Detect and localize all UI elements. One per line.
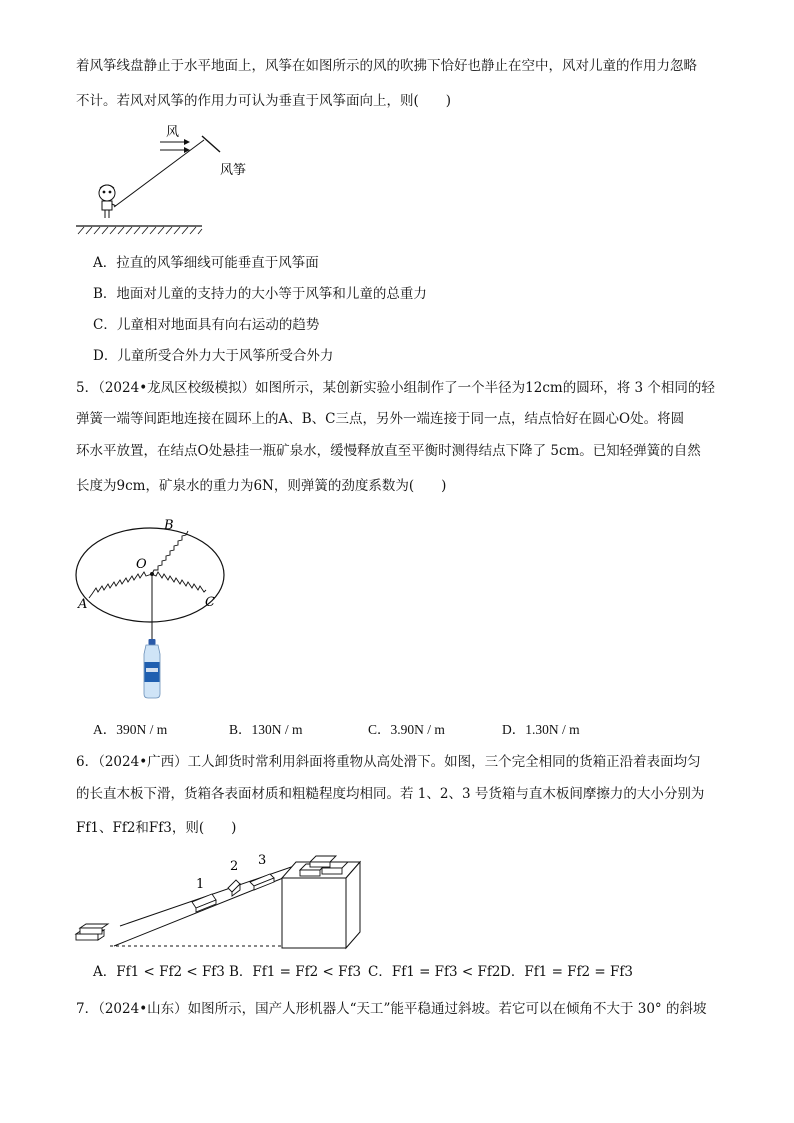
q6-option-a: A．Ff1 < Ff2 < Ff3 bbox=[93, 964, 225, 980]
ground-boxes bbox=[76, 924, 108, 940]
q5-option-b: B．130N / m bbox=[229, 722, 303, 737]
q5-text-line-1: 5．（2024•龙凤区校级模拟）如图所示，某创新实验小组制作了一个半径为12cm的圆环，将 3 个相同的轻 bbox=[76, 380, 715, 396]
ground bbox=[74, 224, 204, 238]
label-a: A bbox=[78, 597, 88, 612]
q4-option-a: A．拉直的风筝细线可能垂直于风筝面 bbox=[93, 255, 319, 271]
q6-option-d: D．Ff1 = Ff2 = Ff3 bbox=[500, 964, 633, 980]
kite-string bbox=[114, 140, 204, 207]
spring-a bbox=[89, 572, 152, 598]
label-c: C bbox=[205, 595, 215, 610]
q6-text-line-3: Ff1、Ff2和Ff3，则( ) bbox=[76, 820, 237, 836]
kite-figure bbox=[74, 118, 274, 218]
label-b: B bbox=[164, 518, 174, 533]
q4-text-line-2: 不计。若风对风筝的作用力可认为垂直于风筝面向上，则( ) bbox=[76, 93, 452, 109]
crate-label-3: 3 bbox=[258, 853, 267, 868]
q4-option-c: C．儿童相对地面具有向右运动的趋势 bbox=[93, 317, 320, 333]
spring-b bbox=[152, 531, 188, 574]
kite bbox=[202, 136, 220, 152]
q6-text-line-2: 的长直木板下滑，货箱各表面材质和粗糙程度均相同。若 1、2、3 号货箱与直木板间摩擦力的大小分别为 bbox=[76, 786, 705, 802]
q5-text-line-3: 环水平放置，在结点O处悬挂一瓶矿泉水，缓慢释放直至平衡时测得结点下降了 5cm。已知轻弹簧的自然 bbox=[76, 443, 701, 459]
spring-c bbox=[152, 572, 206, 592]
q6-option-c: C．Ff1 = Ff3 < Ff2 bbox=[368, 964, 501, 980]
q5-option-a: A．390N / m bbox=[93, 722, 168, 737]
slope-figure bbox=[74, 848, 374, 952]
q7-text-line-1: 7．（2024•山东）如图所示，国产人形机器人“天工”能平稳通过斜坡。若它可以在倾角不大于 30° 的斜坡 bbox=[76, 1001, 707, 1017]
q5-text-line-2: 弹簧一端等间距地连接在圆环上的A、B、C三点，另外一端连接于同一点，结点恰好在圆心O处。将圆 bbox=[76, 411, 685, 427]
q4-option-d: D．儿童所受合外力大于风筝所受合外力 bbox=[93, 348, 334, 364]
q4-option-b: B．地面对儿童的支持力的大小等于风筝和儿童的总重力 bbox=[93, 286, 427, 302]
q6-text-line-1: 6．（2024•广西）工人卸货时常利用斜面将重物从高处滑下。如图，三个完全相同的货箱正沿着表面均匀 bbox=[76, 754, 701, 770]
q5-text-line-4: 长度为9cm，矿泉水的重力为6N，则弹簧的劲度系数为( ) bbox=[76, 478, 447, 494]
platform bbox=[282, 862, 360, 948]
wind-label: 风 bbox=[166, 125, 180, 140]
q5-option-d: D．1.30N / m bbox=[502, 722, 580, 737]
ring-spring-figure bbox=[74, 514, 234, 704]
q6-option-b: B．Ff1 = Ff2 < Ff3 bbox=[229, 964, 362, 980]
platform-boxes bbox=[300, 856, 348, 876]
label-o: O bbox=[136, 557, 147, 572]
child-figure bbox=[99, 185, 116, 218]
crate-label-2: 2 bbox=[230, 859, 239, 874]
q5-option-c: C．3.90N / m bbox=[368, 722, 445, 737]
crate-label-1: 1 bbox=[196, 877, 205, 892]
q4-text-line-1: 着风筝线盘静止于水平地面上，风筝在如图所示的风的吹拂下恰好也静止在空中，风对儿童的作用力忽略 bbox=[76, 58, 697, 74]
kite-label: 风筝 bbox=[220, 163, 247, 178]
water-bottle bbox=[144, 639, 160, 698]
